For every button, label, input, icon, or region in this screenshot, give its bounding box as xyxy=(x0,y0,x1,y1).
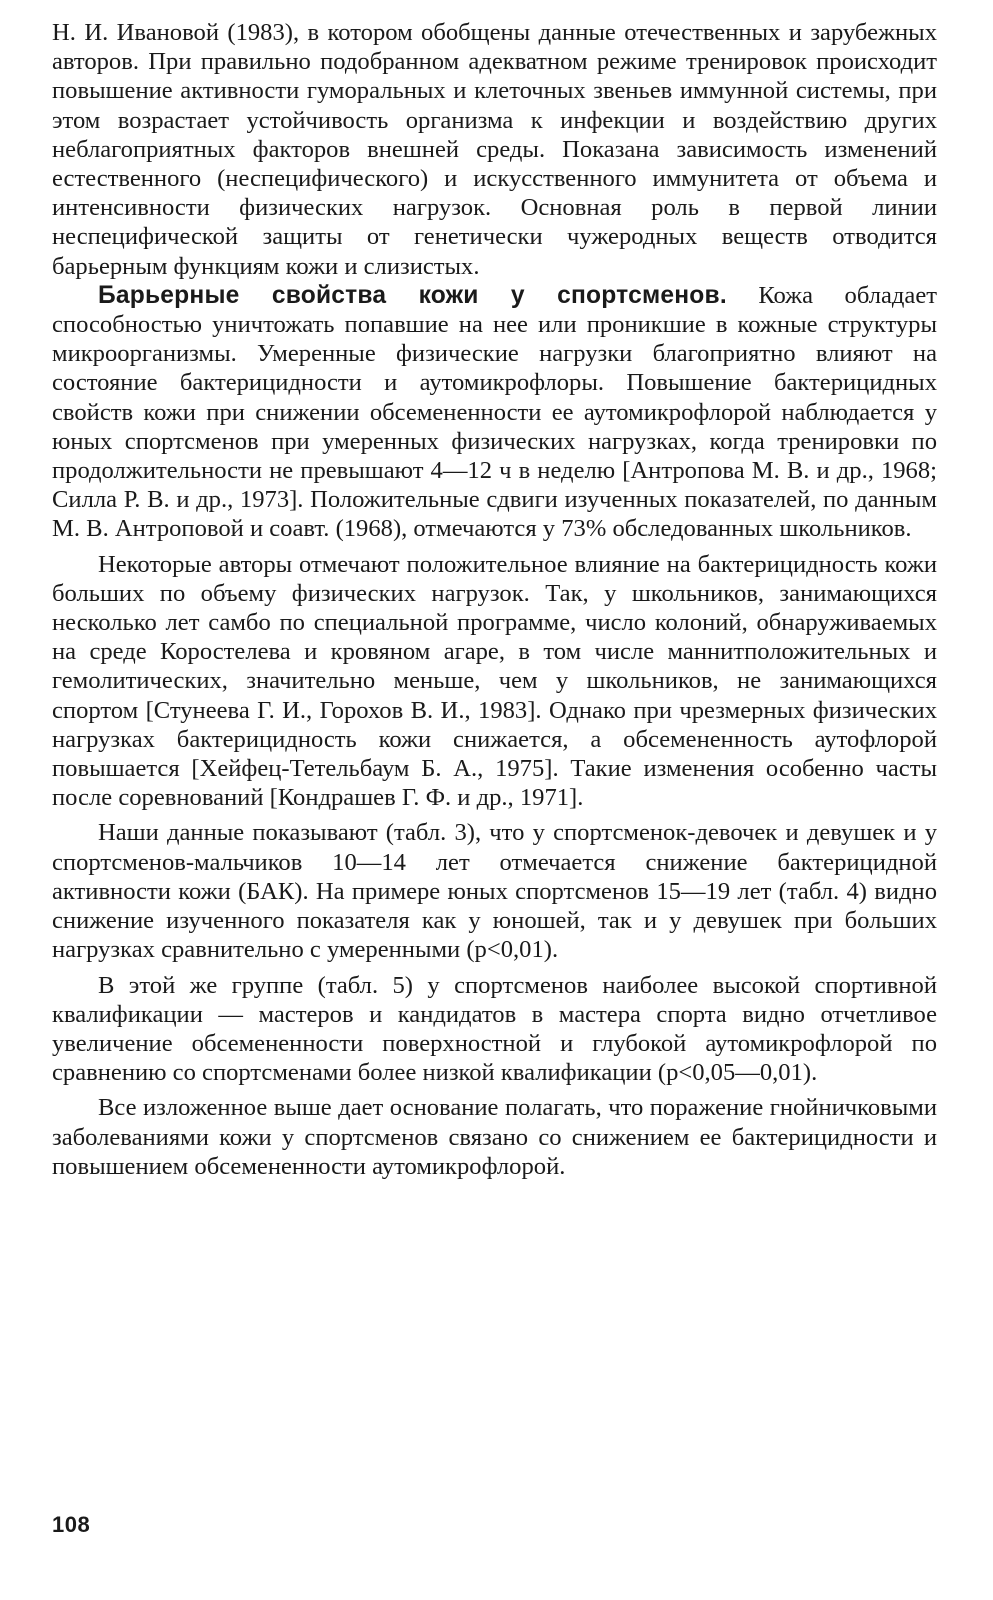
paragraph-5-text: В этой же группе (табл. 5) у спортсменов наиболее высокой спортивной квалификации — мастеров и кандидатов в мастера спорта видно отчетливое увеличение обсемененности поверхностной и глубокой аутомикрофлорой по сравнению со спортсменами более низкой квалификации (р<0,05—0,01). xyxy=(52,971,937,1087)
paragraph-6 xyxy=(52,1093,937,1181)
paragraph-1 xyxy=(52,18,937,281)
paragraph-4-text: Наши данные показывают (табл. 3), что у спортсменок-девочек и девушек и у спортсменов-мальчиков 10—14 лет отмечается снижение бактерицидной активности кожи (БАК). На примере юных спортсменов 15—19 лет (табл. 4) видно снижение изученного показателя как у юношей, так и у девушек при больших нагрузках сравнительно с умеренными (р<0,01). xyxy=(52,819,937,964)
section-heading-barrier-properties: Барьерные свойства кожи у спортсменов. xyxy=(98,281,727,309)
document-page xyxy=(52,18,937,1181)
paragraph-2-text: Кожа обладает способностью уничтожать попавшие на нее или проникшие в кожные структуры микроорганизмы. Умеренные физические нагрузки благоприятно влияют на состояние бактерицидности и аутомикрофлоры. Повышение бактерицидных свойств кожи при снижении обсемененности ее аутомикрофлорой наблюдается у юных спортсменов при умеренных физических нагрузках, когда тренировки по продолжительности не превышают 4—12 ч в неделю [Антропова М. В. и др., 1968; Силла Р. В. и др., 1973]. Положительные сдвиги изученных показателей, по данным М. В. Антроповой и соавт. (1968), отмечаются у 73% обследованных школьников. xyxy=(52,281,938,543)
paragraph-6-text: Все изложенное выше дает основание полагать, что поражение гнойничковыми заболеваниями кожи у спортсменов связано со снижением ее бактерицидности и повышением обсемененности аутомикрофлорой. xyxy=(52,1094,937,1180)
paragraph-5 xyxy=(52,971,937,1088)
page-number: 108 xyxy=(52,1512,91,1537)
paragraph-2 xyxy=(52,281,937,544)
paragraph-1-text: Н. И. Ивановой (1983), в котором обобщены данные отечественных и зарубежных авторов. При правильно подобранном адекватном режиме тренировок происходит повышение активности гуморальных и клеточных звеньев иммунной системы, при этом возрастает устойчивость организма к инфекции и воздействию других неблагоприятных факторов внешней среды. Показана зависимость изменений естественного (неспецифического) и искусственного иммунитета от объема и интенсивности физических нагрузок. Основная роль в первой линии неспецифической защиты от генетически чужеродных веществ отводится барьерным функциям кожи и слизистых. xyxy=(52,19,937,280)
paragraph-4 xyxy=(52,818,937,964)
paragraph-3-text: Некоторые авторы отмечают положительное влияние на бактерицидность кожи больших по объему физических нагрузок. Так, у школьников, занимающихся несколько лет самбо по специальной программе, число колоний, обнаруживаемых на среде Коростелева и кровяном агаре, в том числе маннитположительных и гемолитических, значительно меньше, чем у школьников, не занимающихся спортом [Стунеева Г. И., Горохов В. И., 1983]. Однако при чрезмерных физических нагрузках бактерицидность кожи снижается, а обсемененность аутофлорой повышается [Хейфец-Тетельбаум Б. А., 1975]. Такие изменения особенно часты после соревнований [Кондрашев Г. Ф. и др., 1971]. xyxy=(52,550,937,812)
paragraph-3 xyxy=(52,550,937,813)
